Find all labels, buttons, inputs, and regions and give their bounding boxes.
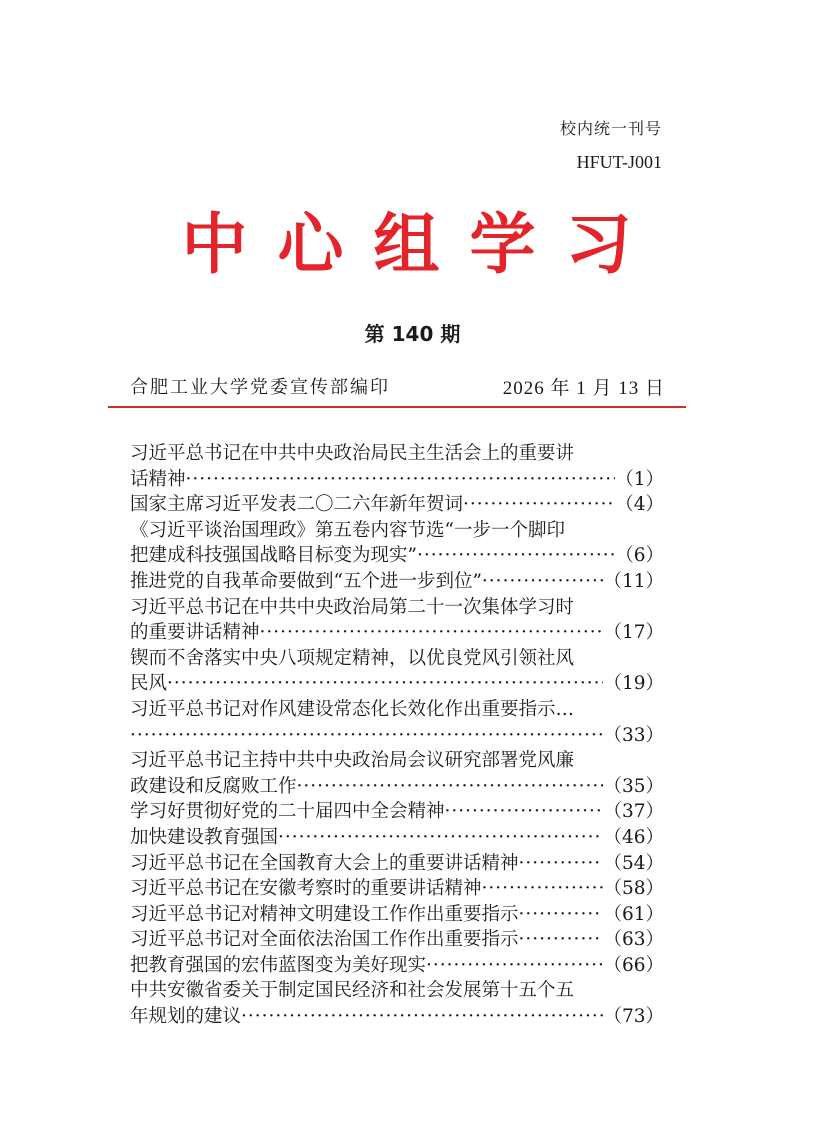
dot-leader [482, 876, 604, 902]
dot-leader [167, 671, 603, 697]
dot-leader [260, 620, 604, 646]
toc-entry[interactable] [130, 799, 664, 825]
toc-entry-title-line: 中共安徽省委关于制定国民经济和社会发展第十五个五 [130, 980, 575, 1002]
toc-page-number: （19） [603, 673, 664, 695]
toc-page-number: （1） [615, 468, 664, 490]
dot-leader [278, 825, 603, 851]
dot-leader [519, 927, 604, 953]
toc-entry-leader-line [130, 723, 664, 749]
toc-entry-title: 习近平总书记在安徽考察时的重要讲话精神 [130, 878, 482, 900]
toc-page-number: （58） [603, 878, 664, 900]
toc-entry-title: 的重要讲话精神 [130, 622, 260, 644]
issue-number: 第 140 期 [364, 322, 461, 346]
dot-leader [445, 799, 604, 825]
dot-leader [130, 723, 603, 749]
dot-leader [519, 851, 604, 877]
toc-entry-leader-line [130, 620, 664, 646]
toc-entry-title: 民风 [130, 673, 168, 695]
dot-leader [241, 1004, 603, 1030]
dot-leader [426, 953, 603, 979]
toc-entry-leader-line [130, 671, 664, 697]
toc-entry-title-line: 习近平总书记主持中共中央政治局会议研究部署党风廉 [130, 750, 575, 772]
toc-entry-leader-line [130, 953, 664, 979]
toc-entry-title: 国家主席习近平发表二〇二六年新年贺词 [130, 494, 464, 516]
toc-entry-title: 习近平总书记对精神文明建设工作作出重要指示 [130, 903, 519, 925]
toc-entry-leader-line [130, 851, 664, 877]
toc-entry-leader-line [130, 799, 664, 825]
toc-page-number: （46） [603, 826, 664, 848]
toc-entry-leader-line [130, 467, 664, 493]
toc-entry-title-line: 习近平总书记在中共中央政治局第二十一次集体学习时 [130, 596, 575, 618]
dot-leader [186, 467, 616, 493]
toc-page-number: （17） [603, 622, 664, 644]
dot-leader [417, 543, 615, 569]
toc-entry-title: 推进党的自我革命要做到“五个进一步到位” [130, 570, 482, 592]
toc-entry[interactable] [130, 697, 664, 748]
serial-number: HFUT-J001 [576, 152, 662, 172]
toc-entry[interactable] [130, 492, 664, 518]
toc-entry-leader-line [130, 774, 664, 800]
toc-entry-title: 加快建设教育强国 [130, 826, 279, 848]
toc-entry-leader-line [130, 543, 664, 569]
toc-entry-leader-line [130, 902, 664, 928]
toc-page-number: （63） [603, 929, 664, 951]
toc-page-number: （6） [615, 545, 664, 567]
toc-entry-title: 把教育强国的宏伟蓝图变为美好现实 [130, 954, 427, 976]
toc-entry[interactable] [130, 441, 664, 492]
dot-leader [482, 569, 604, 595]
toc-entry-title: 把建成科技强国战略目标变为现实” [130, 545, 417, 567]
toc-entry-title: 年规划的建议 [130, 1006, 242, 1028]
toc-entry[interactable] [130, 646, 664, 697]
toc-entry-title: 政建设和反腐败工作 [130, 775, 297, 797]
publisher: 合肥工业大学党委宣传部编印 [130, 377, 390, 398]
toc-page-number: （35） [603, 775, 664, 797]
toc-entry[interactable] [130, 953, 664, 979]
dot-leader [297, 774, 604, 800]
toc-entry[interactable] [130, 518, 664, 569]
masthead-title: 中心组学习 [181, 206, 662, 283]
toc-entry-title-line: 习近平总书记在中共中央政治局民主生活会上的重要讲 [130, 443, 575, 464]
toc-page-number: （73） [603, 1006, 664, 1028]
toc-page-number: （4） [615, 494, 664, 516]
toc-entry-leader-line [130, 927, 664, 953]
toc-entry-title-line: 《习近平谈治国理政》第五卷内容节选“一步一个脚印 [130, 519, 565, 541]
toc-entry[interactable] [130, 927, 664, 953]
toc-entry[interactable] [130, 748, 664, 799]
toc-page-number: （11） [603, 570, 664, 592]
toc-entry-title-line: 锲而不舍落实中央八项规定精神，以优良党风引领社风 [130, 647, 575, 669]
toc-entry[interactable] [130, 902, 664, 928]
toc-entry-title: 习近平总书记在全国教育大会上的重要讲话精神 [130, 852, 519, 874]
toc-entry-leader-line [130, 569, 664, 595]
publication-date: 2026 年 1 月 13 日 [502, 378, 665, 399]
toc-page-number: （37） [603, 801, 664, 823]
toc-entry[interactable] [130, 876, 664, 902]
toc-entry-leader-line [130, 1004, 664, 1030]
toc-page-number: （66） [603, 954, 664, 976]
dot-leader [519, 902, 604, 928]
toc-entry[interactable] [130, 595, 664, 646]
toc-entry-title-line: 习近平总书记对作风建设常态化长效化作出重要指示… [130, 698, 575, 720]
toc-entry-title: 学习好贯彻好党的二十届四中全会精神 [130, 801, 445, 823]
toc-entry-title: 话精神 [130, 468, 186, 490]
internal-publication-label: 校内统一刊号 [559, 119, 662, 138]
red-divider [108, 406, 686, 408]
toc-entry[interactable] [130, 825, 664, 851]
toc-page-number: （54） [603, 852, 664, 874]
toc-entry-title: 习近平总书记对全面依法治国工作作出重要指示 [130, 929, 519, 951]
toc-entry[interactable] [130, 851, 664, 877]
toc-entry[interactable] [130, 978, 664, 1029]
toc-entry-leader-line [130, 876, 664, 902]
toc-page-number: （61） [603, 903, 664, 925]
table-of-contents [130, 441, 664, 1030]
toc-entry-leader-line [130, 492, 664, 518]
toc-entry-leader-line [130, 825, 664, 851]
toc-page-number: （33） [603, 724, 664, 746]
toc-entry[interactable] [130, 569, 664, 595]
dot-leader [463, 492, 615, 518]
